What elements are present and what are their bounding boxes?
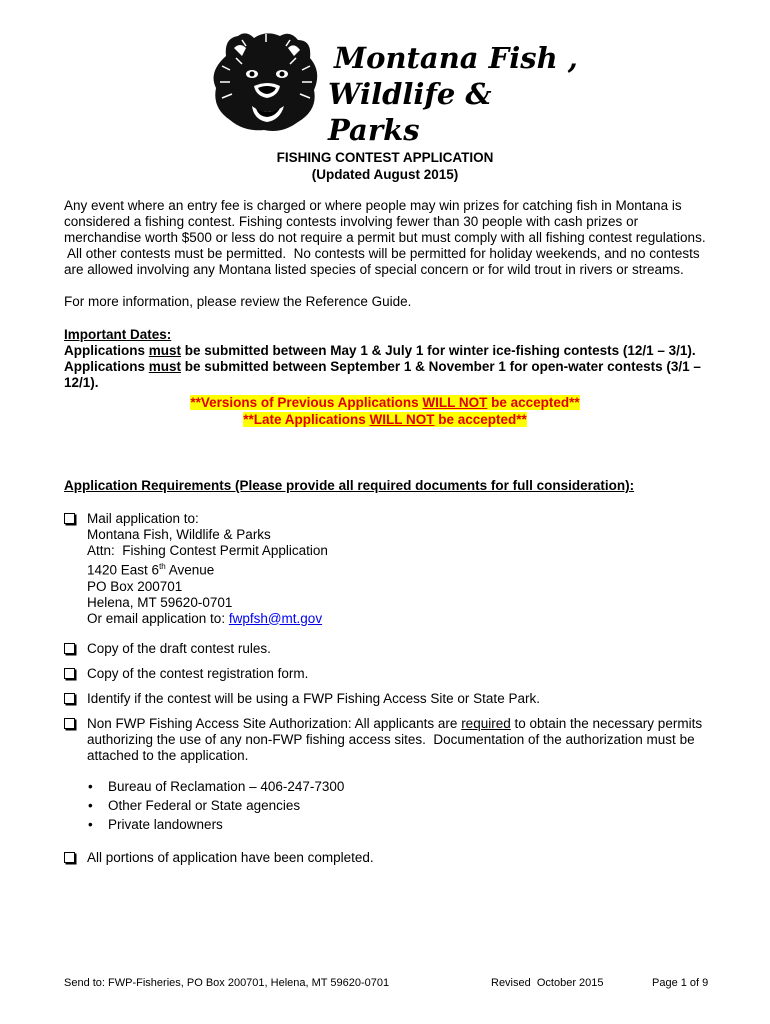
fwp-logo [206, 26, 586, 147]
bullet-item: • Private landowners [88, 817, 223, 832]
checkbox-icon[interactable] [64, 513, 75, 524]
intro-line: Any event where an entry fee is charged or where people may win prizes for catching fish in Montana is [64, 198, 682, 213]
open-water-dates: Applications must be submitted between September 1 & November 1 for open-water contests (3/1 – [64, 359, 701, 374]
checkbox-fishing-access[interactable] [64, 691, 85, 707]
ice-fishing-dates: Applications must be submitted between May 1 & July 1 for winter ice-fishing contests (12/1 – 3/1). [64, 343, 696, 358]
logo-line-2: Wildlife & Parks [328, 77, 492, 147]
address-line: Montana Fish, Wildlife & Parks [87, 527, 271, 542]
intro-paragraph [64, 198, 724, 278]
document-title: FISHING CONTEST APPLICATION [276, 150, 494, 165]
address-line: Attn: Fishing Contest Permit Application [87, 543, 328, 558]
checkbox-registration-form[interactable] [64, 666, 85, 682]
checkbox-mail[interactable] [64, 511, 85, 527]
checkbox-icon[interactable] [64, 718, 75, 729]
intro-line: are allowed involving any Montana listed species of special concern or for wild trout in rivers or streams. [64, 262, 684, 277]
logo-wordmark [328, 40, 586, 148]
item-non-fwp-authorization: Non FWP Fishing Access Site Authorization: All applicants are required to obtain the necessary permits authorizing the use of any non-FWP fishing access sites. Documentation of the authorization must be attached to the application. [87, 716, 703, 763]
item-application-complete: All portions of application have been completed. [87, 850, 374, 865]
footer-send-to: Send to: FWP-Fisheries, PO Box 200701, Helena, MT 59620-0701 [64, 977, 390, 989]
intro-line: considered a fishing contest. Fishing contests involving fewer than 30 people with cash prizes or [64, 214, 639, 229]
bullet-item: • Other Federal or State agencies [88, 798, 301, 813]
checkbox-complete[interactable] [64, 850, 85, 866]
checkbox-icon[interactable] [64, 668, 75, 679]
important-dates-heading: Important Dates: [64, 327, 172, 342]
bear-head-icon [206, 26, 326, 132]
important-dates [64, 327, 724, 391]
checkbox-rules[interactable] [64, 641, 85, 657]
address-line: Helena, MT 59620-0701 [87, 594, 233, 610]
item-registration-form: Copy of the contest registration form. [87, 666, 309, 681]
checkbox-icon[interactable] [64, 852, 75, 863]
checkbox-icon[interactable] [64, 693, 75, 704]
intro-line: merchandise worth $500 or less do not require a permit but must comply with all fishing contest regulations. [64, 230, 706, 245]
document-subtitle: (Updated August 2015) [311, 167, 459, 182]
open-water-dates-cont: 12/1). [64, 375, 99, 390]
more-info-text: For more information, please review the Reference Guide. [64, 294, 412, 309]
checkbox-icon[interactable] [64, 643, 75, 654]
address-line: PO Box 200701 [87, 578, 183, 594]
warning-previous-versions: **Versions of Previous Applications WILL NOT be accepted** [190, 395, 580, 410]
requirements-heading: Application Requirements (Please provide all required documents for full consideration): [64, 478, 635, 493]
checkbox-non-fwp-authorization[interactable] [64, 716, 85, 732]
email-line: Or email application to: fwpfsh@mt.gov [87, 610, 323, 626]
item-contest-rules: Copy of the draft contest rules. [87, 641, 271, 656]
footer-page-number: Page 1 of 9 [652, 977, 709, 989]
warning-late-applications: **Late Applications WILL NOT be accepted** [243, 412, 527, 427]
mail-address-block [87, 511, 727, 627]
footer-revised: Revised October 2015 [491, 977, 604, 989]
logo-line-1: Montana Fish , [334, 41, 578, 75]
bullet-item: • Bureau of Reclamation – 406-247-7300 [88, 779, 345, 794]
intro-line: All other contests must be permitted. No contests will be permitted for holiday weekends, and no contests [64, 246, 700, 261]
email-link[interactable]: fwpfsh@mt.gov [228, 610, 323, 626]
mail-label: Mail application to: [87, 511, 199, 526]
item-fishing-access-site: Identify if the contest will be using a FWP Fishing Access Site or State Park. [87, 691, 540, 706]
address-line: 1420 East 6th Avenue [87, 562, 215, 578]
